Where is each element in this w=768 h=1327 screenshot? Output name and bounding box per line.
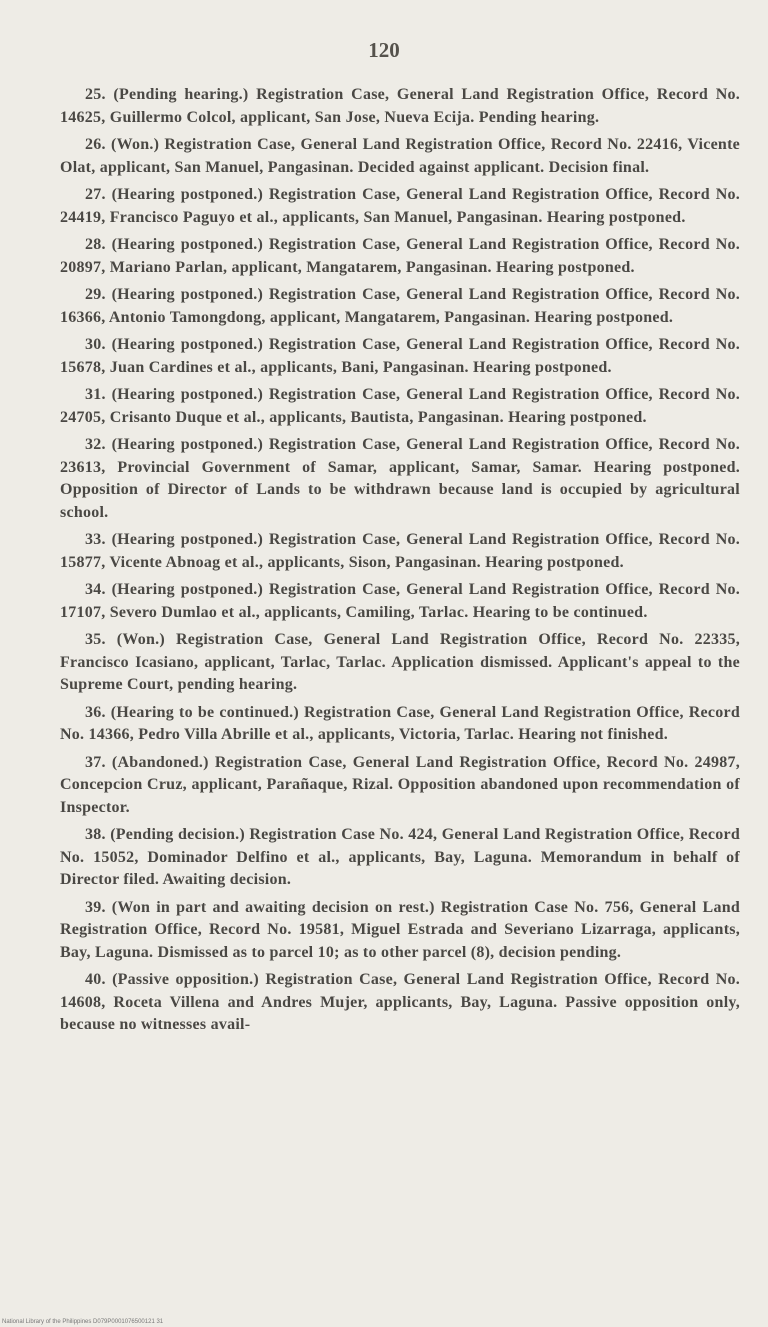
- entry-33: 33. (Hearing postponed.) Registration Case, General Land Registration Office, Record No. 15877, Vicente Abnoag et al., applicants, Sison, Pangasinan. Hearing postponed.: [60, 531, 740, 571]
- entry-34: 34. (Hearing postponed.) Registration Case, General Land Registration Office, Record No. 17107, Severo Dumlao et al., applicants, Camiling, Tarlac. Hearing to be continued.: [60, 581, 740, 621]
- entry-36: 36. (Hearing to be continued.) Registration Case, General Land Registration Office, Record No. 14366, Pedro Villa Abrille et al., applicants, Victoria, Tarlac. Hearing not finished.: [60, 703, 740, 743]
- entry-27: 27. (Hearing postponed.) Registration Case, General Land Registration Office, Record No. 24419, Francisco Paguyo et al., applicants, San Manuel, Pangasinan. Hearing postponed.: [60, 186, 740, 226]
- entry-30: 30. (Hearing postponed.) Registration Case, General Land Registration Office, Record No. 15678, Juan Cardines et al., applicants, Bani, Pangasinan. Hearing postponed.: [60, 336, 740, 376]
- entry-40: 40. (Passive opposition.) Registration Case, General Land Registration Office, Record No. 14608, Roceta Villena and Andres Mujer, applicants, Bay, Laguna. Passive opposition only, because no witnesses avail-: [60, 971, 740, 1033]
- entry-32: 32. (Hearing postponed.) Registration Case, General Land Registration Office, Record No. 23613, Provincial Government of Samar, applicant, Samar, Samar. Hearing postponed. Opposition of Director of Lands to be withdrawn because land is occupied by agricultural school.: [60, 436, 740, 521]
- page-number: 120: [368, 38, 400, 62]
- scan-footer: National Library of the Philippines D079P0001076500121 31: [2, 1319, 164, 1325]
- entry-26: 26. (Won.) Registration Case, General Land Registration Office, Record No. 22416, Vicente Olat, applicant, San Manuel, Pangasinan. Decided against applicant. Decision final.: [60, 136, 740, 176]
- entry-37: 37. (Abandoned.) Registration Case, General Land Registration Office, Record No. 24987, Concepcion Cruz, applicant, Parañaque, Rizal. Opposition abandoned upon recommendation of Inspector.: [60, 753, 740, 816]
- entry-38: 38. (Pending decision.) Registration Case No. 424, General Land Registration Office, Record No. 15052, Dominador Delfino et al., applicants, Bay, Laguna. Memorandum in behalf of Director filed. Awaiting decision.: [60, 826, 740, 888]
- entry-29: 29. (Hearing postponed.) Registration Case, General Land Registration Office, Record No. 16366, Antonio Tamongdong, applicant, Mangatarem, Pangasinan. Hearing postponed.: [60, 286, 740, 326]
- entry-39: 39. (Won in part and awaiting decision on rest.) Registration Case No. 756, General Land Registration Office, Record No. 19581, Miguel Estrada and Severiano Lizarraga, applicants, Bay, Laguna. Dismissed as to parcel 10; as to other parcel (8), decision pending.: [60, 898, 740, 961]
- entry-31: 31. (Hearing postponed.) Registration Case, General Land Registration Office, Record No. 24705, Crisanto Duque et al., applicants, Bautista, Pangasinan. Hearing postponed.: [60, 386, 740, 426]
- entry-35: 35. (Won.) Registration Case, General Land Registration Office, Record No. 22335, Francisco Icasiano, applicant, Tarlac, Tarlac. Application dismissed. Applicant's appeal to the Supreme Court, pending hearing.: [60, 631, 740, 693]
- entry-28: 28. (Hearing postponed.) Registration Case, General Land Registration Office, Record No. 20897, Mariano Parlan, applicant, Mangatarem, Pangasinan. Hearing postponed.: [60, 236, 740, 276]
- entry-25: 25. (Pending hearing.) Registration Case, General Land Registration Office, Record No. 14625, Guillermo Colcol, applicant, San Jose, Nueva Ecija. Pending hearing.: [60, 86, 740, 126]
- document-body: [60, 84, 740, 1042]
